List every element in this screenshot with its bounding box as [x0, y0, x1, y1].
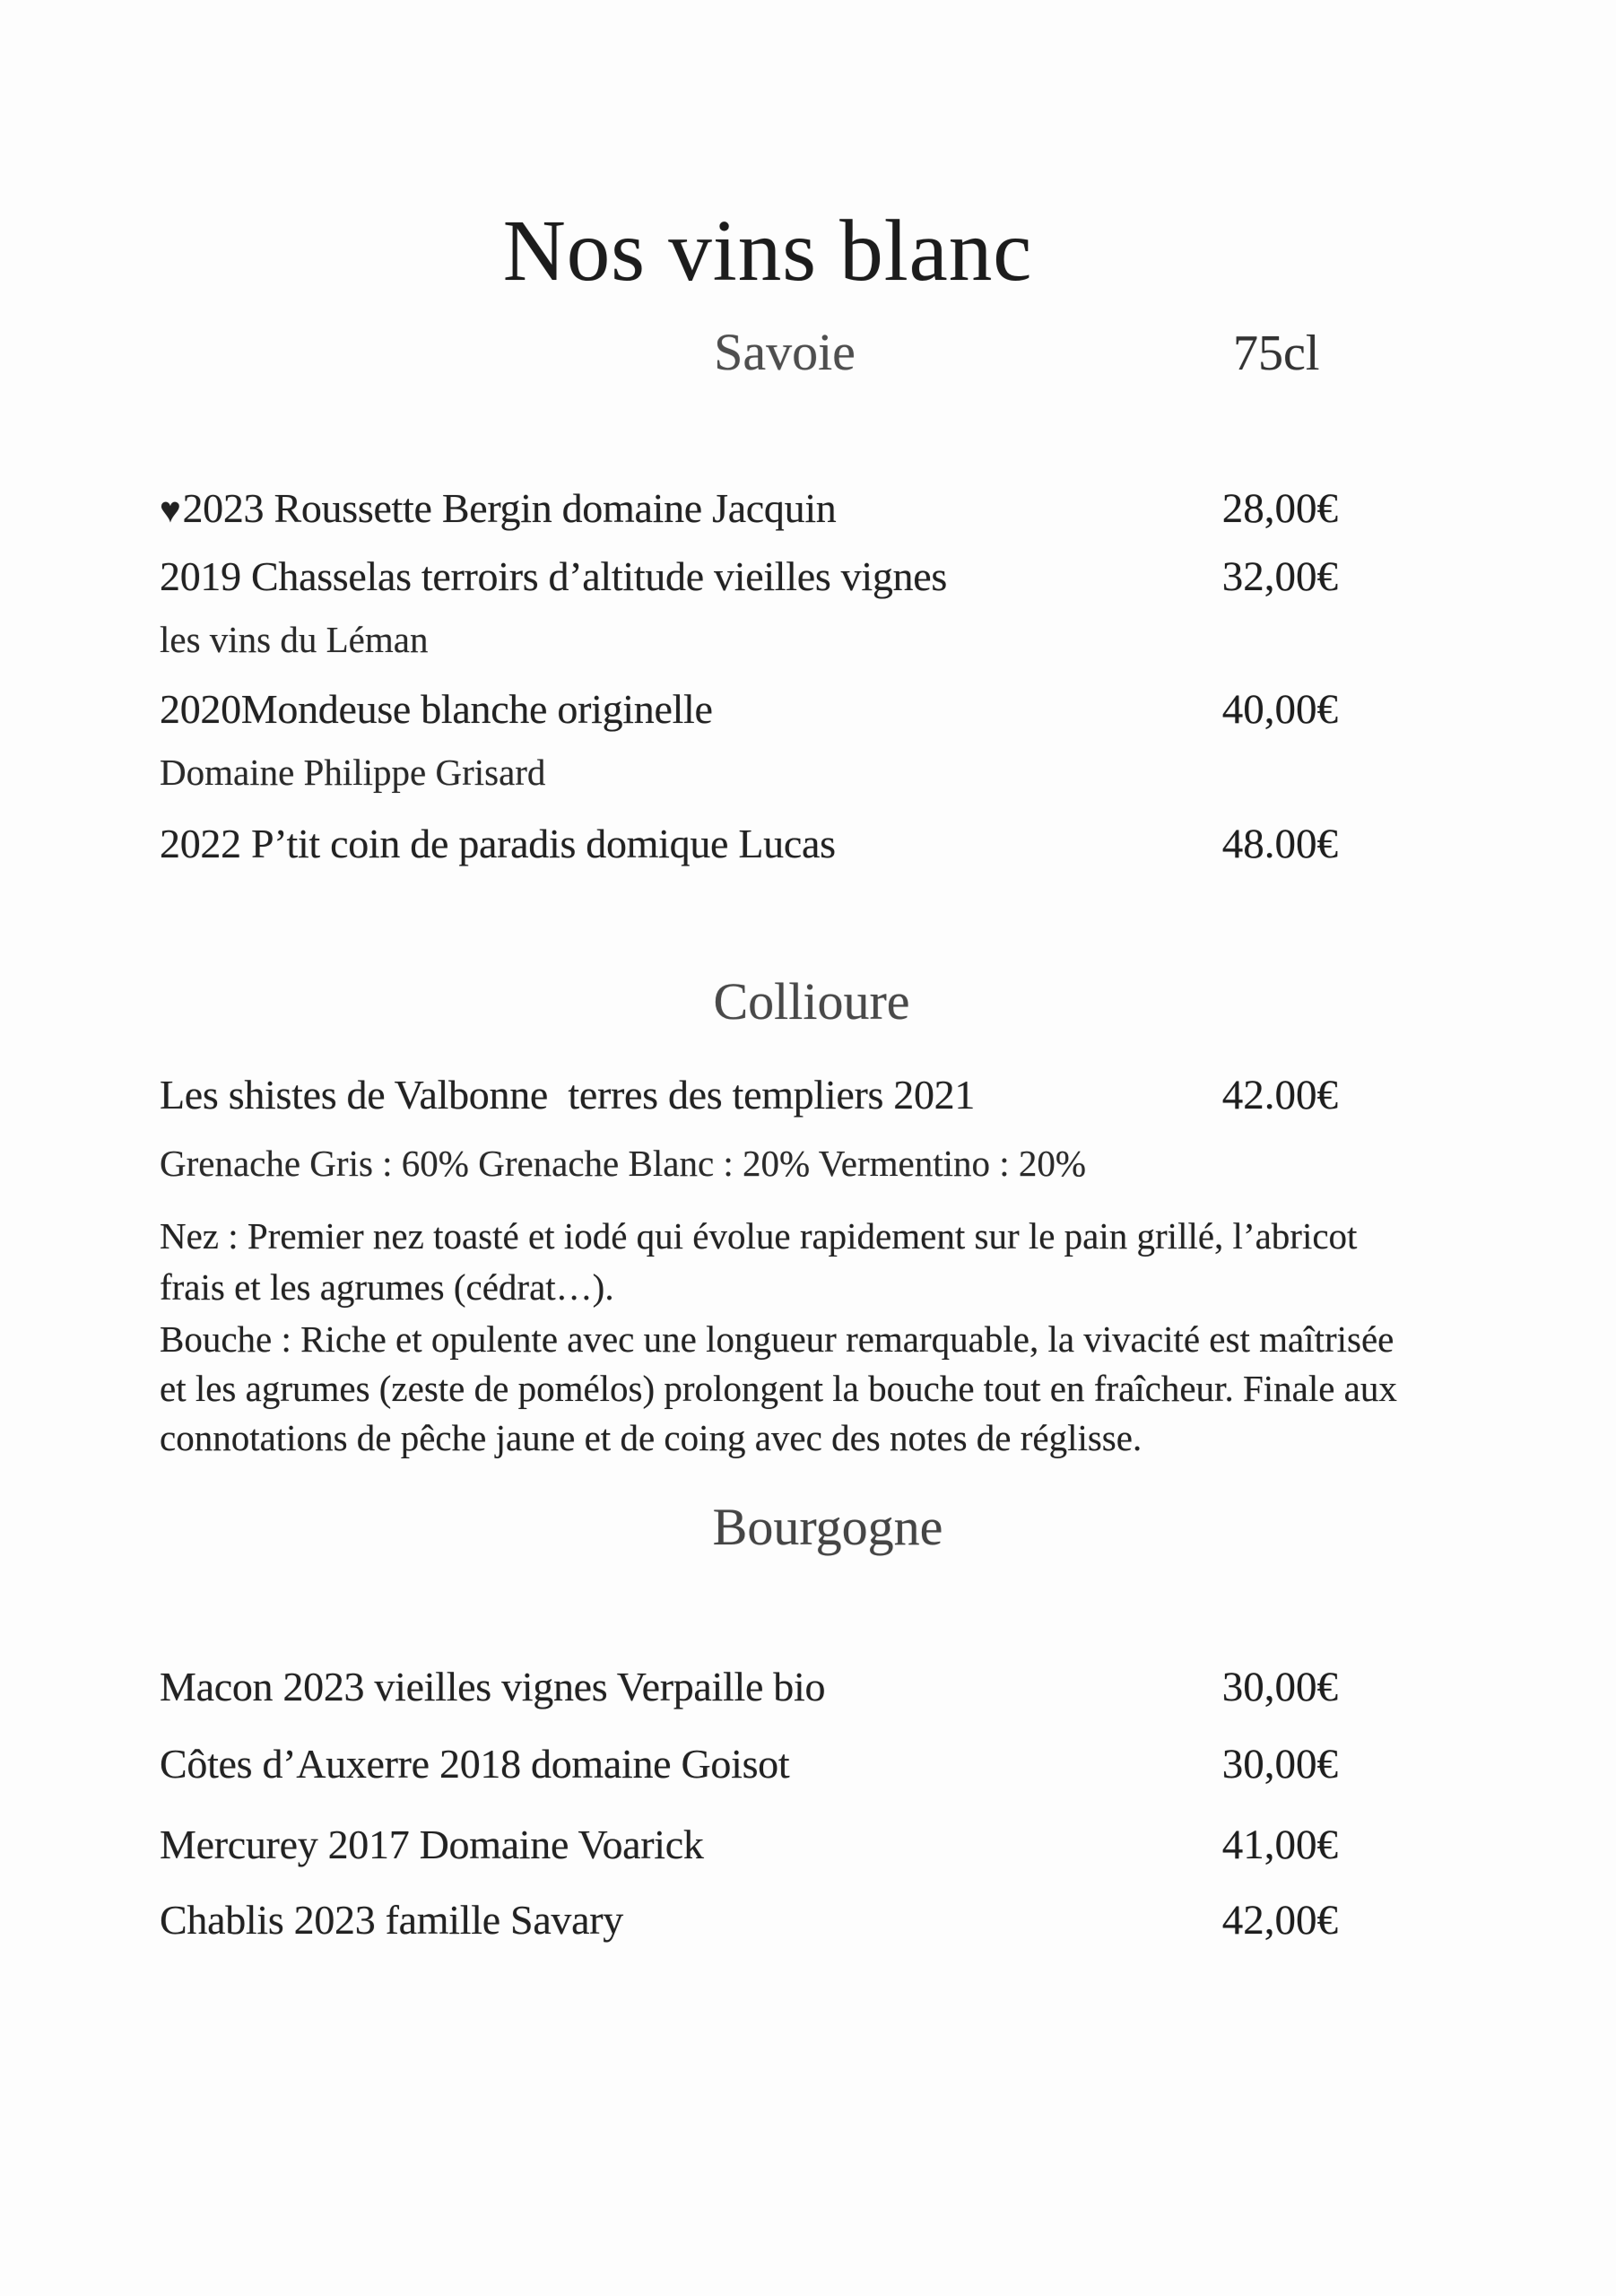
wine-item-row — [160, 483, 1338, 536]
wine-price: 42.00€ — [1221, 1072, 1338, 1118]
wine-item-row — [160, 1661, 1338, 1713]
wine-price: 40,00€ — [1221, 686, 1338, 733]
wine-price: 42,00€ — [1221, 1897, 1338, 1944]
page-title: Nos vins blanc — [502, 203, 1033, 299]
note-line: et les agrumes (zeste de pomélos) prolongent la bouche tout en fraîcheur. Finale aux — [160, 1368, 1397, 1409]
wine-subtitle: les vins du Léman — [160, 619, 429, 660]
tasting-note-mouth — [160, 1315, 1469, 1463]
tasting-note-nose — [160, 1211, 1469, 1313]
wine-item-row — [160, 683, 1338, 735]
wine-item-row — [160, 1069, 1338, 1121]
wine-subtitle: Domaine Philippe Grisard — [160, 752, 546, 793]
section-header-savoie: Savoie — [714, 323, 856, 381]
wine-item-row — [160, 551, 1338, 603]
heart-icon: ♥ — [160, 490, 181, 530]
wine-price: 30,00€ — [1221, 1741, 1338, 1787]
wine-name: 2022 P’tit coin de paradis domique Lucas — [160, 821, 836, 866]
note-line: connotations de pêche jaune et de coing avec des notes de réglisse. — [160, 1417, 1142, 1458]
wine-item-row — [160, 1894, 1338, 1946]
wine-name: 2020Mondeuse blanche originelle — [160, 686, 713, 732]
wine-price: 30,00€ — [1221, 1664, 1338, 1710]
section-header-collioure: Collioure — [713, 972, 910, 1031]
wine-name — [160, 483, 837, 536]
wine-name: Chablis 2023 famille Savary — [160, 1897, 623, 1943]
wine-name: Côtes d’Auxerre 2018 domaine Goisot — [160, 1741, 790, 1787]
wine-name: Macon 2023 vieilles vignes Verpaille bio — [160, 1664, 826, 1709]
note-line: Nez : Premier nez toasté et iodé qui évolue rapidement sur le pain grillé, l’abricot — [160, 1215, 1358, 1257]
wine-item-row — [160, 1738, 1338, 1790]
wine-item-row — [160, 818, 1338, 870]
wine-item-row — [160, 1819, 1338, 1871]
wine-price: 28,00€ — [1221, 485, 1338, 532]
grape-composition: Grenache Gris : 60% Grenache Blanc : 20% Vermentino : 20% — [160, 1143, 1087, 1184]
wine-name: Les shistes de Valbonne terres des templiers 2021 — [160, 1072, 976, 1118]
wine-price: 48.00€ — [1221, 821, 1338, 867]
wine-name: 2019 Chasselas terroirs d’altitude vieilles vignes — [160, 553, 947, 599]
wine-name-text: 2023 Roussette Bergin domaine Jacquin — [182, 485, 837, 531]
note-line: frais et les agrumes (cédrat…). — [160, 1266, 614, 1308]
note-line: Bouche : Riche et opulente avec une longueur remarquable, la vivacité est maîtrisée — [160, 1318, 1394, 1360]
volume-column-header: 75cl — [1233, 326, 1320, 381]
wine-price: 32,00€ — [1221, 553, 1338, 600]
section-header-bourgogne: Bourgogne — [712, 1498, 943, 1556]
wine-name: Mercurey 2017 Domaine Voarick — [160, 1822, 704, 1867]
wine-price: 41,00€ — [1221, 1822, 1338, 1868]
